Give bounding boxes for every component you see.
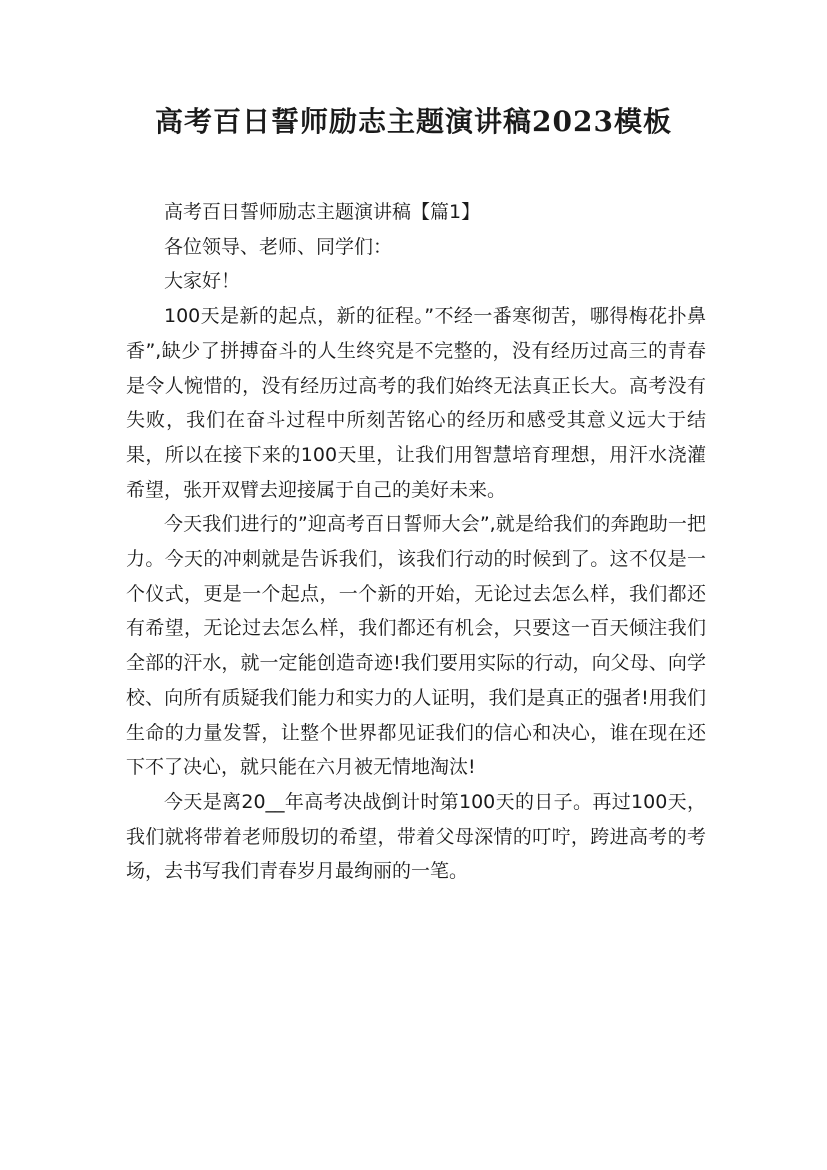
paragraph: 今天我们进行的”迎高考百日誓师大会”,就是给我们的奔跑助一把力。今天的冲刺就是告诉我们，该我们行动的时候到了。这不仅是一个仪式，更是一个起点，一个新的开始，无论过去怎么样，我们都还有希望，无论过去怎么样，我们都还有机会，只要这一百天倾注我们全部的汗水，就一定能创造奇迹!我们要用实际的行动，向父母、向学校、向所有质疑我们能力和实力的人证明，我们是真正的强者!用我们生命的力量发誓，让整个世界都见证我们的信心和决心，谁在现在还下不了决心，就只能在六月被无情地淘汰!: [126, 513, 706, 779]
section-heading: 高考百日誓师励志主题演讲稿【篇1】: [164, 201, 481, 223]
paragraph: 今天是离20__年高考决战倒计时第100天的日子。再过100天，我们就将带着老师殷切的希望，带着父母深情的叮咛，跨进高考的考场，去书写我们青春岁月最绚丽的一笔。: [126, 790, 706, 883]
document-body: [126, 195, 706, 889]
salutation: 各位领导、老师、同学们：: [164, 235, 393, 258]
document-title: 高考百日誓师励志主题演讲稿2023模板: [155, 105, 672, 138]
greeting: 大家好！: [164, 270, 241, 293]
paragraph: 100天是新的起点，新的征程。”不经一番寒彻苦，哪得梅花扑鼻香”,缺少了拼搏奋斗的人生终究是不完整的，没有经历过高三的青春是令人惋惜的，没有经历过高考的我们始终无法真正长大。高考没有失败，我们在奋斗过程中所刻苦铭心的经历和感受其意义远大于结果，所以在接下来的100天里，让我们用智慧培育理想，用汗水浇灌希望，张开双臂去迎接属于自己的美好未来。: [126, 305, 706, 501]
